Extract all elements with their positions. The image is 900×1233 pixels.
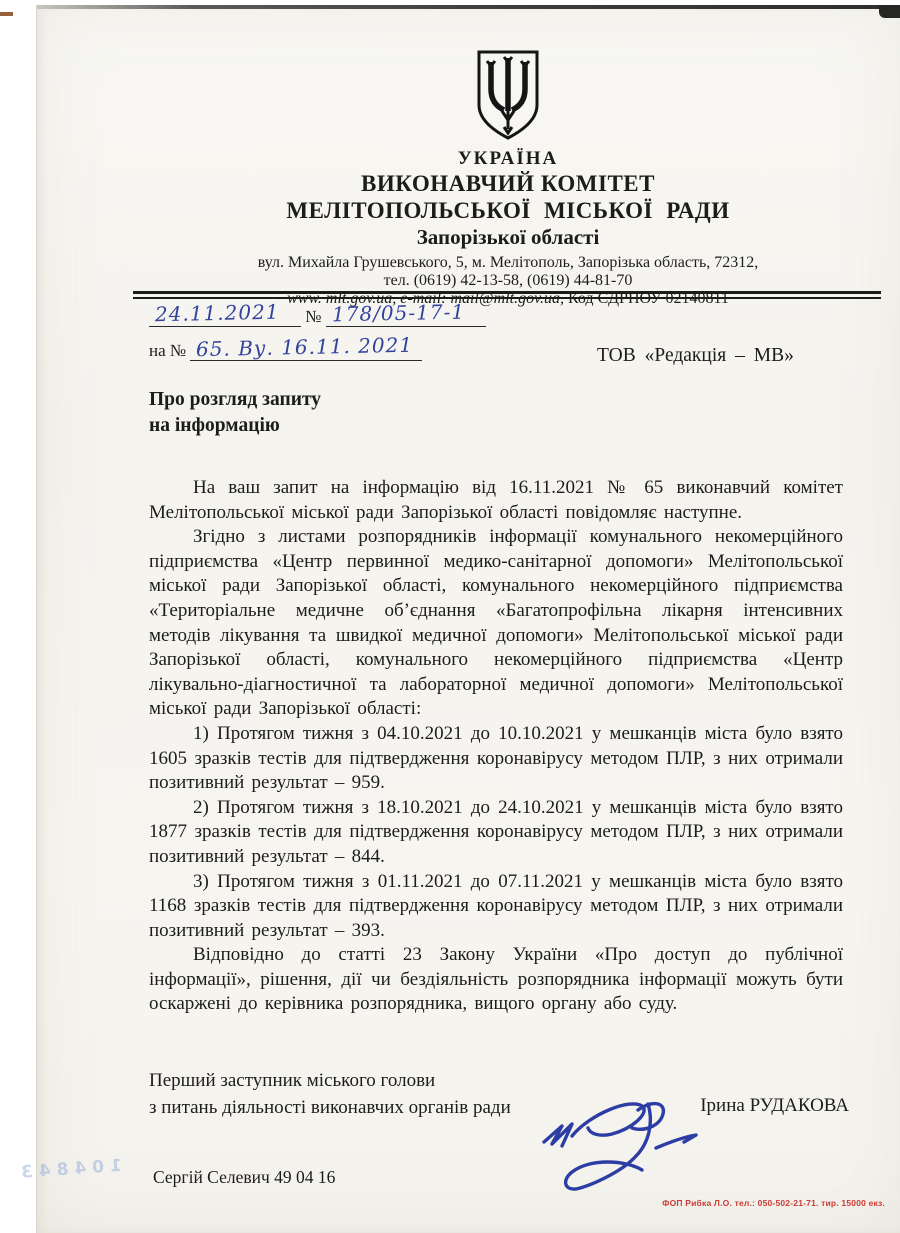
bleed-through-digits: 104843 <box>14 1155 123 1184</box>
outgoing-date-handwritten: 24.11.2021 <box>154 299 280 327</box>
letter-body <box>149 476 843 1017</box>
org-region: Запорізької області <box>416 225 600 249</box>
org-phone: тел. (0619) 42-13-58, (0619) 44-81-70 <box>383 272 633 289</box>
subject-line1: Про розгляд запиту <box>149 389 322 410</box>
reply-to-field <box>190 332 422 362</box>
outgoing-number-handwritten: 178/05-17-1 <box>331 299 466 327</box>
handwritten-signature-icon <box>538 1076 703 1199</box>
scan-artifact-dash <box>0 12 13 16</box>
paragraph-week2: 2) Протягом тижня з 18.10.2021 до 24.10.2021 у мешканців міста було взято 1877 зразків тестів для підтвердження коронавірусу методом ПЛР, з них отримали позитивний результат – 844. <box>149 796 843 867</box>
number-symbol: № <box>305 307 322 326</box>
subject-line2: на інформацію <box>149 415 280 436</box>
outgoing-date-field <box>149 299 301 327</box>
signer-title-line2: з питань діяльності виконавчих органів ради <box>149 1097 511 1118</box>
reference-block <box>149 299 486 370</box>
outgoing-number-field <box>326 299 486 327</box>
scan-artifact-top-edge <box>37 5 900 9</box>
reply-to-handwritten: 65. Ву. 16.11. 2021 <box>196 332 414 362</box>
signature-block <box>149 1067 849 1121</box>
signer-title-line1: Перший заступник міського голови <box>149 1070 436 1091</box>
org-edrpou-code: Код ЄДРПОУ 02140811 <box>568 290 729 307</box>
subject <box>149 387 321 439</box>
paragraph-legal: Відповідно до статті 23 Закону України «Про доступ до публічної інформації», рішення, дії чи бездіяльність розпорядника інформації можуть бути оскаржені до керівника розпорядника, вищого органу або суду. <box>149 944 843 1015</box>
signer-name: Ірина РУДАКОВА <box>700 1095 849 1116</box>
scan-artifact-corner <box>879 5 900 18</box>
paragraph-intro: На ваш запит на інформацію від 16.11.2021 № 65 виконавчий комітет Мелітопольської міської ради Запорізької області повідомляє наступне. <box>149 477 843 523</box>
country-name: УКРАЇНА <box>457 148 559 169</box>
org-street-address: вул. Михайла Грушевського, 5, м. Мелітополь, Запорізька область, 72312, <box>257 254 759 271</box>
letter-page <box>36 5 900 1233</box>
paragraph-week3: 3) Протягом тижня з 01.11.2021 до 07.11.2021 у мешканців міста було взято 1168 зразків тестів для підтвердження коронавірусу методом ПЛР, з них отримали позитивний результат – 393. <box>149 870 843 941</box>
ukraine-trident-icon <box>471 49 545 146</box>
org-name-line1: ВИКОНАВЧИЙ КОМІТЕТ <box>360 171 655 196</box>
reference-row-reply <box>149 332 486 370</box>
print-shop-info: ФОП Рибка Л.О. тел.: 050-502-21-71. тир. 15000 екз. <box>662 1198 885 1208</box>
org-website-email: www. mlt.gov.ua, e-mail: mail@mlt.gov.ua, <box>287 290 565 307</box>
org-name-line2: МЕЛІТОПОЛЬСЬКОЇ МІСЬКОЇ РАДИ <box>286 198 730 223</box>
executor-line: Сергій Селевич 49 04 16 <box>153 1167 336 1187</box>
addressee: ТОВ «Редакція – МВ» <box>597 345 794 366</box>
paragraph-week1: 1) Протягом тижня з 04.10.2021 до 10.10.2021 у мешканців міста було взято 1605 зразків тестів для підтвердження коронавірусу методом ПЛР, з них отримали позитивний результат – 959. <box>149 722 843 794</box>
paragraph-sources: Згідно з листами розпорядників інформації комунального некомерційного підприємства «Центр первинної медико-санітарної допомоги» Мелітопольської міської ради Запорізької області, комунального некомерційного підприємства «Територіальне медичне об’єднання «Багатопрофільна лікарня інтенсивних методів лікування та швидкої медичної допомоги» Мелітопольської міської ради Запорізької області, комунального некомерційного підприємства «Центр лікувально-діагностичної та лабораторної медичної допомоги» Мелітопольської міської ради Запорізької області: <box>149 526 843 720</box>
letterhead-divider-rule <box>133 291 881 299</box>
reply-to-label: на № <box>149 341 187 360</box>
reference-row-outgoing <box>149 299 486 336</box>
letterhead <box>37 49 900 308</box>
